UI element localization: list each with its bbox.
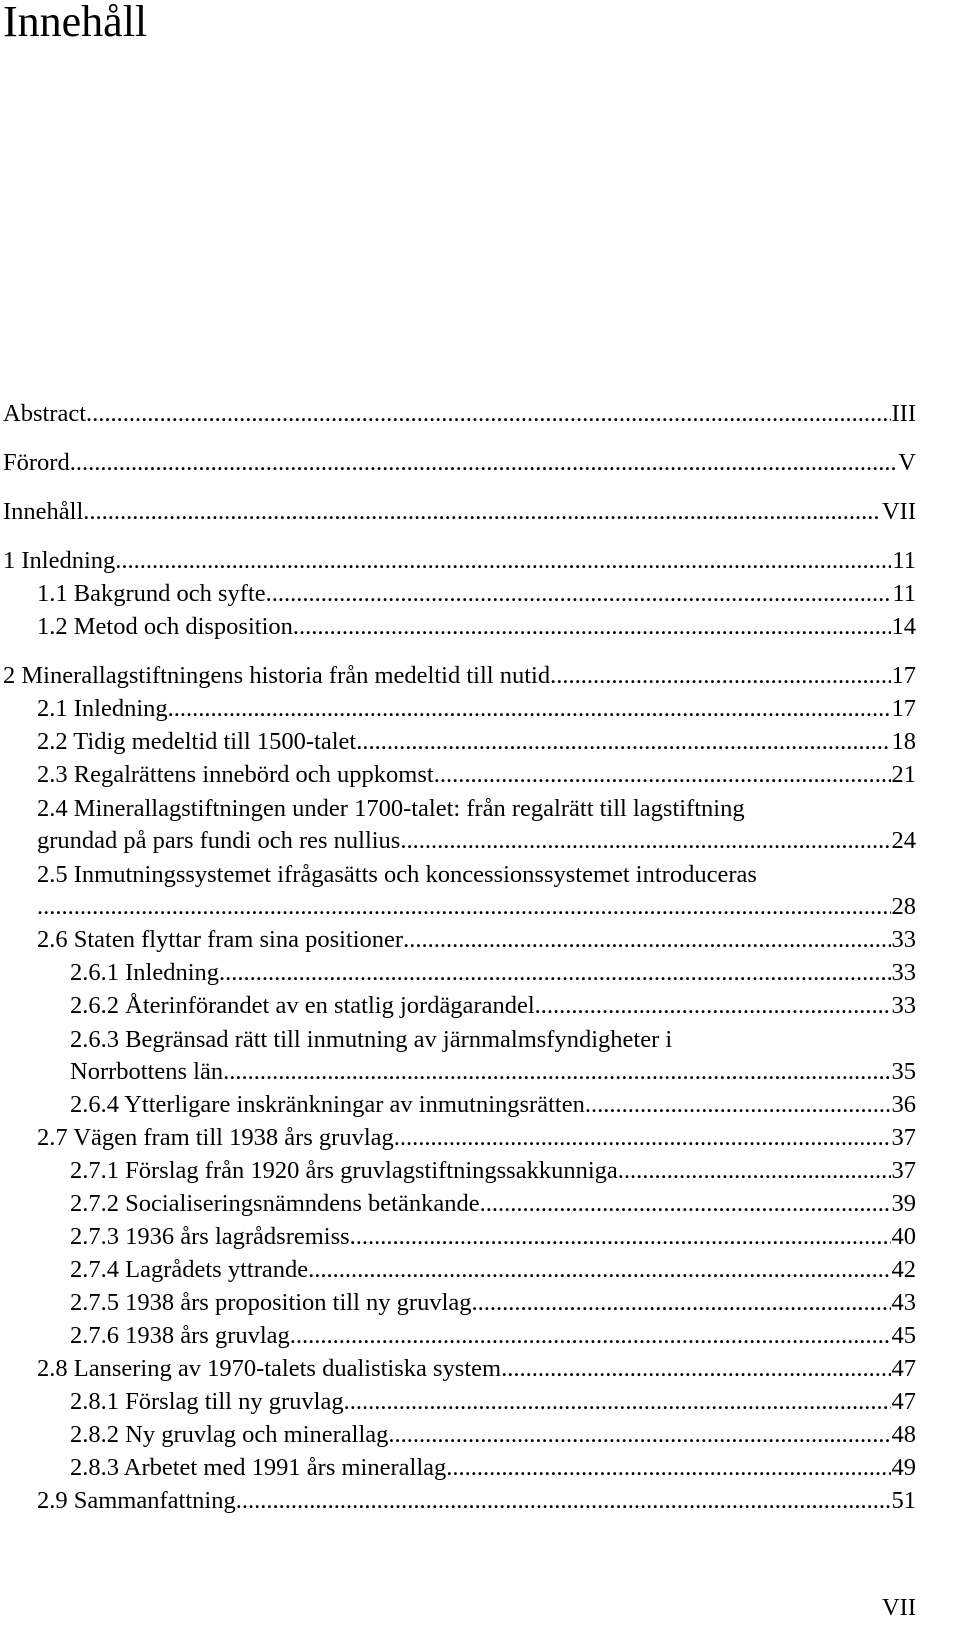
toc-page-number: 28	[891, 893, 916, 920]
toc-entry-2-7-3[interactable]	[70, 1221, 916, 1251]
toc-entry-title: Norrbottens län	[70, 1058, 224, 1085]
toc-dot-leader	[356, 728, 890, 756]
toc-page-number: 45	[891, 1322, 916, 1349]
toc-dot-leader	[446, 1454, 890, 1482]
toc-entry-2-4-line1[interactable]: 2.4 Minerallagstiftningen under 1700-talet: från regalrätt till lagstiftning	[37, 795, 745, 822]
toc-entry-2-2[interactable]	[37, 726, 916, 756]
toc-entry-2-7-5[interactable]	[70, 1287, 916, 1317]
toc-page-number: 17	[891, 695, 916, 722]
toc-dot-leader	[293, 613, 891, 641]
toc-page-number: 51	[891, 1487, 916, 1514]
toc-dot-leader	[308, 1256, 890, 1284]
toc-entry-title: Abstract	[3, 400, 86, 427]
toc-dot-leader	[501, 1355, 890, 1383]
toc-page-number: 39	[891, 1190, 916, 1217]
toc-dot-leader	[388, 1421, 890, 1449]
toc-dot-leader	[535, 992, 891, 1020]
toc-entry-title: 2.7.4 Lagrådets yttrande	[70, 1256, 309, 1283]
toc-entry-2-8-3[interactable]	[70, 1452, 916, 1482]
toc-page-number: 18	[891, 728, 916, 755]
toc-page-number: 33	[891, 992, 916, 1019]
toc-entry-title: 2.8 Lansering av 1970-talets dualistiska system	[37, 1355, 502, 1382]
toc-entry-chapter-2[interactable]	[3, 660, 916, 690]
toc-entry-2-7-2[interactable]	[70, 1188, 916, 1218]
toc-entry-title: 2.6 Staten flyttar fram sina positioner	[37, 926, 404, 953]
toc-dot-leader	[585, 1091, 891, 1119]
toc-entry-title: 2.7.6 1938 års gruvlag	[70, 1322, 290, 1349]
toc-entry-2-7-4[interactable]	[70, 1254, 916, 1284]
toc-entry-2-5[interactable]	[37, 891, 916, 921]
toc-entry-2-7-1[interactable]	[70, 1155, 916, 1185]
toc-page-number: 33	[891, 926, 916, 953]
toc-entry-2-1[interactable]	[37, 693, 916, 723]
toc-entry-2-6-1[interactable]	[70, 957, 916, 987]
toc-entry-title: 2.3 Regalrättens innebörd och uppkomst	[37, 761, 434, 788]
toc-entry-abstract[interactable]	[3, 398, 916, 428]
toc-entry-title: 2.1 Inledning	[37, 695, 168, 722]
toc-page-number: 11	[892, 547, 916, 574]
toc-entry-2-6-3-line1[interactable]: 2.6.3 Begränsad rätt till inmutning av järnmalmsfyndigheter i	[70, 1026, 673, 1053]
toc-entry-title: 1 Inledning	[3, 547, 116, 574]
toc-entry-title: 2 Minerallagstiftningens historia från medeltid till nutid	[3, 662, 551, 689]
toc-entry-2-8-2[interactable]	[70, 1419, 916, 1449]
toc-page-number: VII	[881, 498, 916, 525]
toc-page-number: 35	[891, 1058, 916, 1085]
toc-page-number: 47	[891, 1355, 916, 1382]
toc-page-number: III	[891, 400, 916, 427]
toc-entry-title: 2.7.2 Socialiseringsnämndens betänkande	[70, 1190, 480, 1217]
toc-entry-title: 1.2 Metod och disposition	[37, 613, 293, 640]
toc-page-number: 48	[891, 1421, 916, 1448]
toc-dot-leader	[37, 893, 891, 921]
toc-entry-2-9[interactable]	[37, 1485, 916, 1515]
toc-page-number: 37	[891, 1124, 916, 1151]
toc-entry-forord[interactable]	[3, 447, 916, 477]
toc-dot-leader	[70, 449, 898, 477]
toc-dot-leader	[219, 959, 890, 987]
toc-entry-title: 2.7.5 1938 års proposition till ny gruvlag	[70, 1289, 472, 1316]
toc-entry-title: 2.8.3 Arbetet med 1991 års minerallag	[70, 1454, 447, 1481]
toc-dot-leader	[403, 926, 890, 954]
toc-entry-chapter-1[interactable]	[3, 545, 916, 575]
toc-page-number: 17	[891, 662, 916, 689]
toc-dot-leader	[400, 827, 890, 855]
toc-entry-title: 1.1 Bakgrund och syfte	[37, 580, 266, 607]
toc-entry-title: Förord	[3, 449, 70, 476]
toc-dot-leader	[480, 1190, 891, 1218]
toc-entry-2-6-3[interactable]	[70, 1056, 916, 1086]
toc-entry-2-3[interactable]	[37, 759, 916, 789]
toc-entry-2-6-4[interactable]	[70, 1089, 916, 1119]
toc-entry-title: 2.9 Sammanfattning	[37, 1487, 236, 1514]
toc-page-number: 11	[892, 580, 916, 607]
toc-page-number: 43	[891, 1289, 916, 1316]
toc-entry-2-8[interactable]	[37, 1353, 916, 1383]
toc-entry-2-5-line1[interactable]: 2.5 Inmutningssystemet ifrågasätts och koncessionssystemet introduceras	[37, 861, 757, 888]
toc-entry-title: 2.7 Vägen fram till 1938 års gruvlag	[37, 1124, 394, 1151]
toc-dot-leader	[550, 662, 890, 690]
toc-dot-leader	[290, 1322, 891, 1350]
toc-dot-leader	[86, 400, 891, 428]
toc-dot-leader	[472, 1289, 891, 1317]
toc-entry-innehall[interactable]	[3, 496, 916, 526]
toc-dot-leader	[83, 498, 881, 526]
toc-entry-2-6[interactable]	[37, 924, 916, 954]
toc-dot-leader	[266, 580, 892, 608]
toc-page-number: 47	[891, 1388, 916, 1415]
toc-page-number: 49	[891, 1454, 916, 1481]
toc-dot-leader	[223, 1058, 890, 1086]
toc-dot-leader	[344, 1388, 891, 1416]
toc-entry-title: 2.6.4 Ytterligare inskränkningar av inmutningsrätten	[70, 1091, 585, 1118]
toc-dot-leader	[434, 761, 891, 789]
toc-entry-title: 2.6.1 Inledning	[70, 959, 220, 986]
toc-page-number: 21	[891, 761, 916, 788]
toc-dot-leader	[350, 1223, 891, 1251]
toc-entry-title: 2.6.2 Återinförandet av en statlig jordägarandel	[70, 992, 535, 1019]
toc-page-number: 14	[891, 613, 916, 640]
toc-entry-title: 2.8.2 Ny gruvlag och minerallag	[70, 1421, 389, 1448]
toc-page-number: V	[898, 449, 916, 476]
page-number-footer: VII	[881, 1594, 916, 1621]
toc-entry-title: 2.2 Tidig medeltid till 1500-talet	[37, 728, 357, 755]
toc-dot-leader	[168, 695, 891, 723]
toc-entry-2-4[interactable]	[37, 825, 916, 855]
toc-entry-2-7-6[interactable]	[70, 1320, 916, 1350]
toc-entry-1-1[interactable]	[37, 578, 916, 608]
toc-page-number: 24	[891, 827, 916, 854]
toc-dot-leader	[394, 1124, 891, 1152]
toc-entry-2-6-2[interactable]	[70, 990, 916, 1020]
page-title: Innehåll	[3, 0, 148, 46]
toc-entry-title: 2.7.1 Förslag från 1920 års gruvlagstiftningssakkunniga	[70, 1157, 618, 1184]
toc-entry-title: Innehåll	[3, 498, 84, 525]
toc-page-number: 42	[891, 1256, 916, 1283]
toc-entry-1-2[interactable]	[37, 611, 916, 641]
toc-entry-2-7[interactable]	[37, 1122, 916, 1152]
toc-entry-title: 2.7.3 1936 års lagrådsremiss	[70, 1223, 350, 1250]
toc-page-number: 37	[891, 1157, 916, 1184]
toc-page-number: 36	[891, 1091, 916, 1118]
toc-page-number: 40	[891, 1223, 916, 1250]
toc-entry-title: grundad på pars fundi och res nullius	[37, 827, 401, 854]
toc-entry-title: 2.8.1 Förslag till ny gruvlag	[70, 1388, 344, 1415]
toc-dot-leader	[115, 547, 891, 575]
toc-dot-leader	[236, 1487, 891, 1515]
toc-entry-2-8-1[interactable]	[70, 1386, 916, 1416]
toc-page-number: 33	[891, 959, 916, 986]
toc-dot-leader	[618, 1157, 891, 1185]
